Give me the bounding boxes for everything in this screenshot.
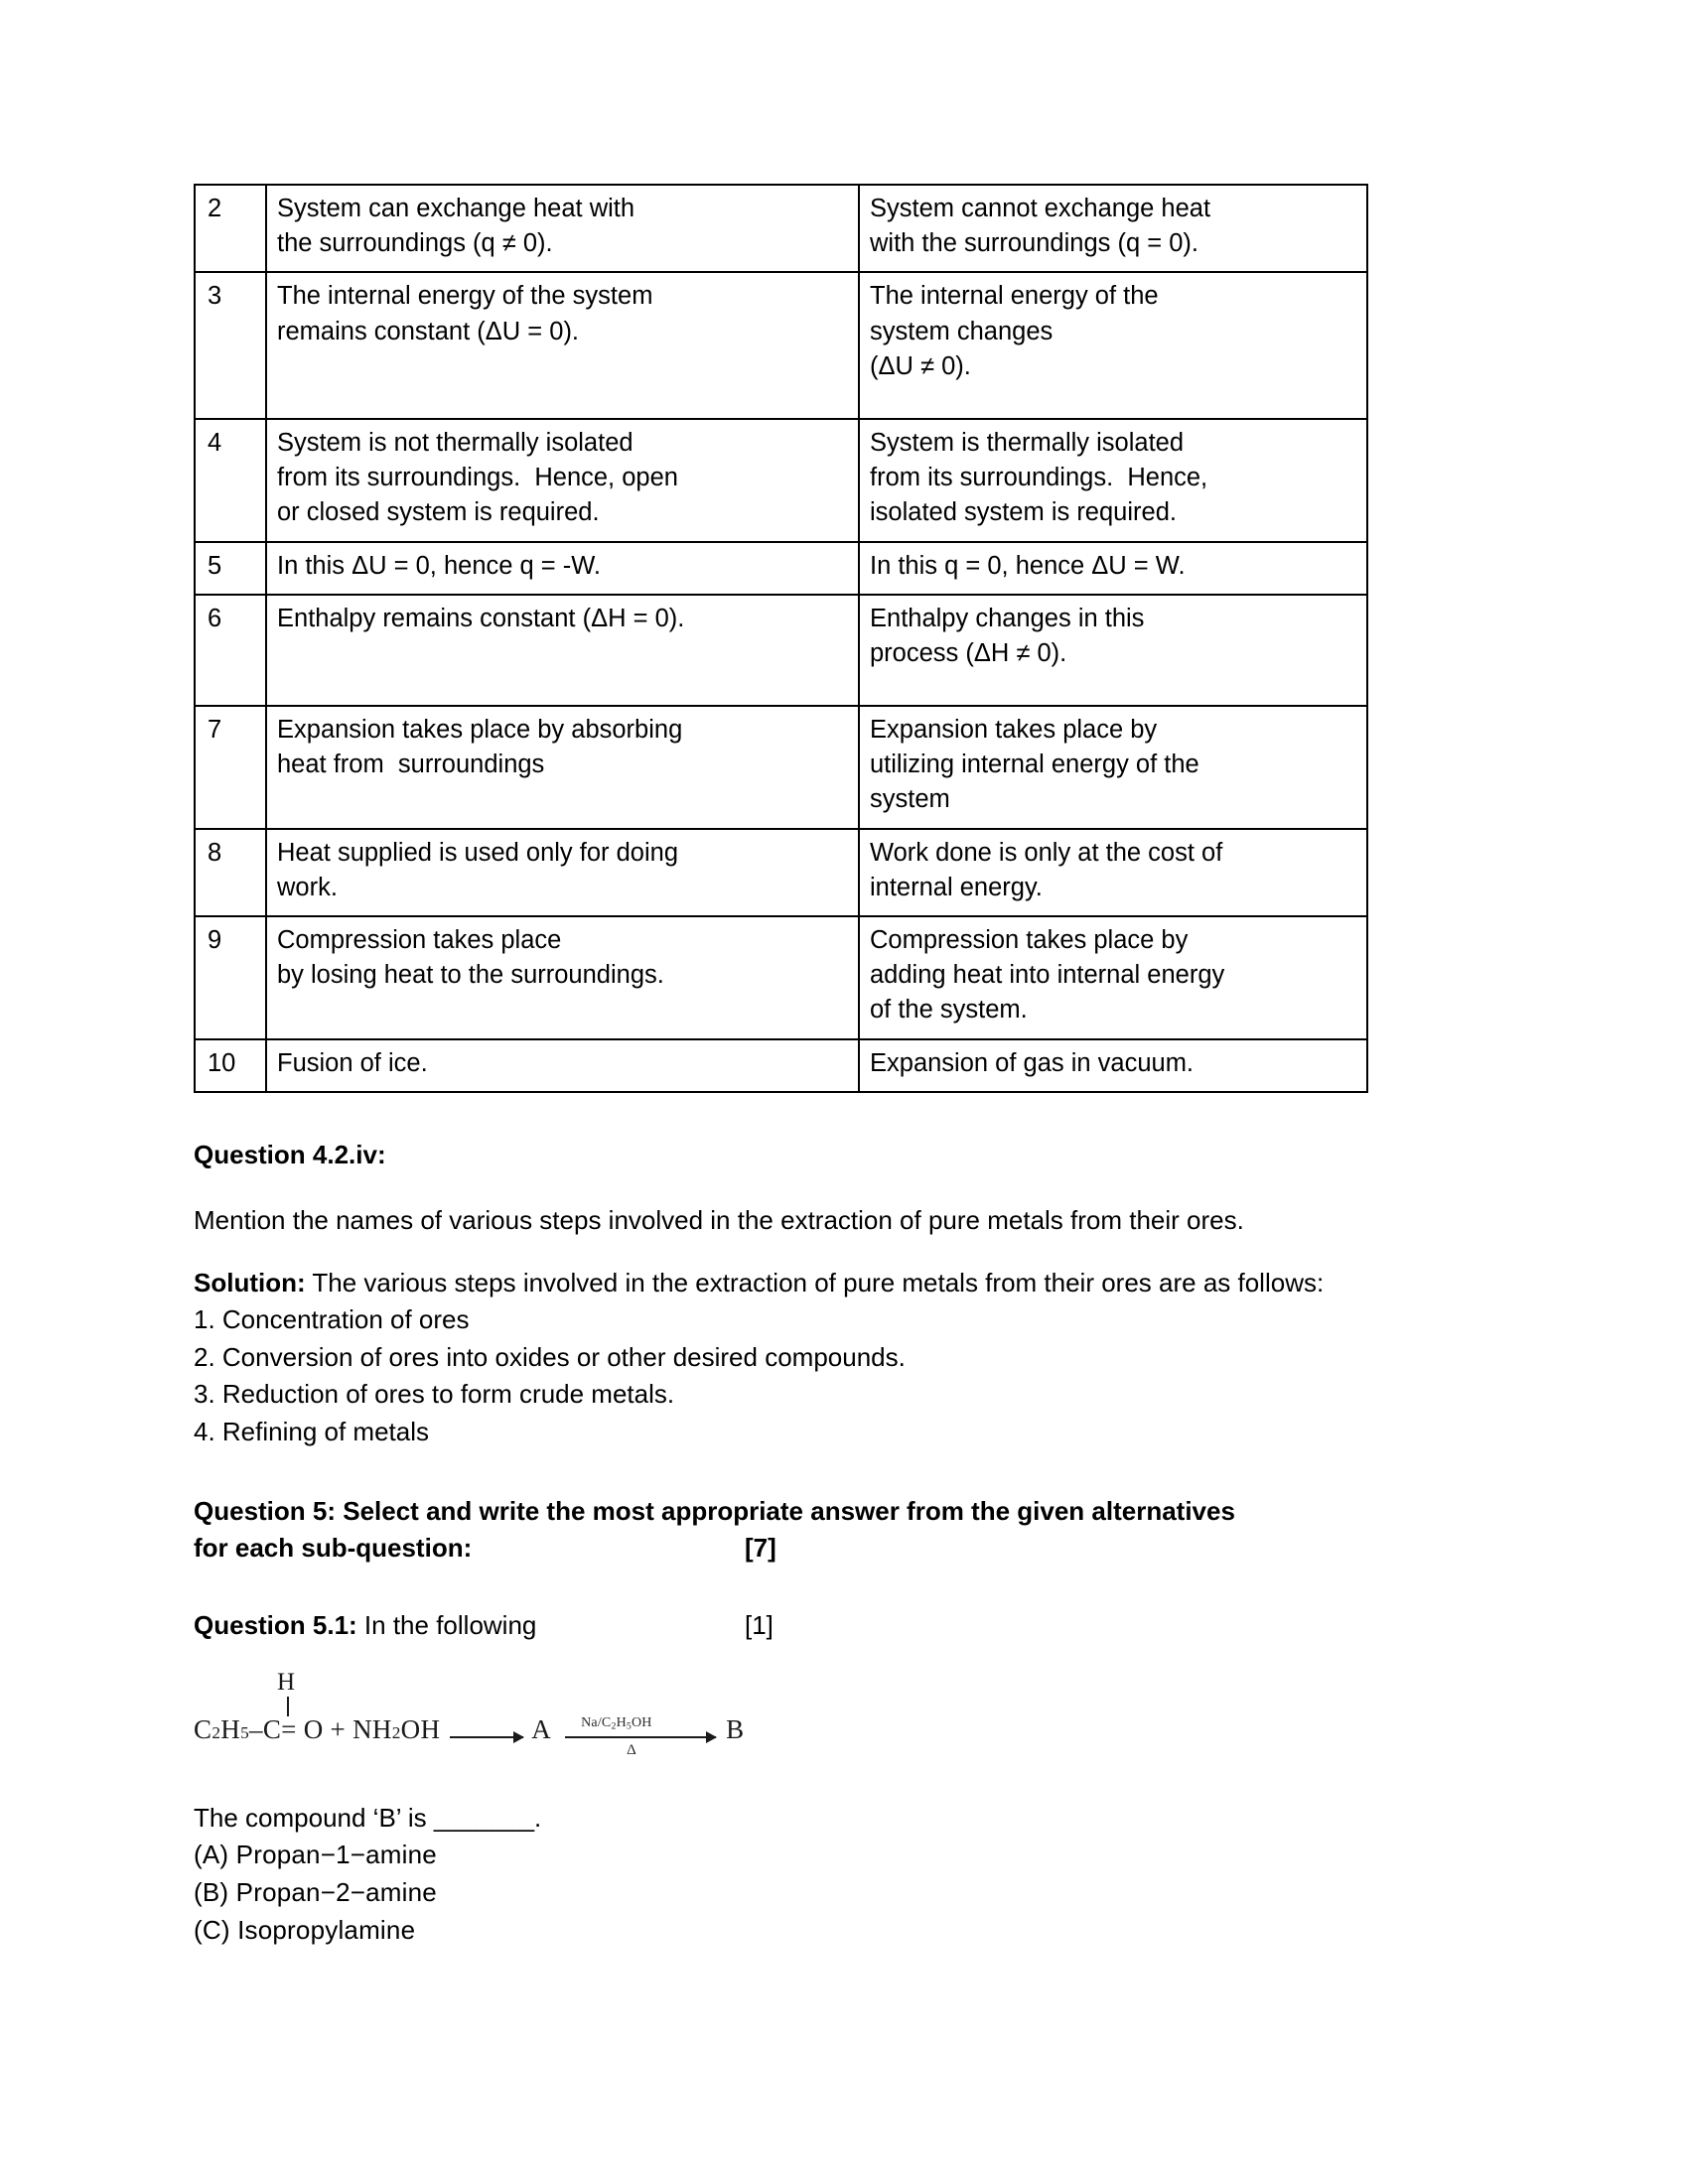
row-right-cell — [859, 272, 1367, 419]
equation-row — [194, 1713, 745, 1758]
list-item: 3. Reduction of ores to form crude metals. — [194, 1379, 675, 1410]
cell-line: of the system. — [870, 996, 1028, 1024]
cell-line: In this q = 0, hence ΔU = W. — [870, 551, 1186, 580]
bond-line-icon — [287, 1697, 289, 1716]
cell-line: internal energy. — [870, 873, 1043, 901]
cell-line: System can exchange heat with — [277, 195, 635, 222]
table-row — [195, 1039, 1367, 1092]
cell-line: with the surroundings (q = 0). — [870, 229, 1198, 258]
list-item: 1. Concentration of ores — [194, 1303, 470, 1334]
row-left-cell — [266, 829, 859, 916]
row-number: 8 — [195, 829, 266, 916]
cell-line: system changes — [870, 317, 1054, 345]
answer-options-list — [194, 1837, 1430, 1949]
table-row — [195, 595, 1367, 706]
cell-line: isolated system is required. — [870, 498, 1177, 527]
row-left-cell — [266, 542, 859, 595]
row-right-cell — [859, 829, 1367, 916]
bond-dash: – — [249, 1713, 263, 1744]
reagent-h: H — [616, 1714, 627, 1730]
cell-line: the surroundings (q ≠ 0). — [277, 229, 553, 258]
row-right-cell — [859, 185, 1367, 272]
reagent-oh: OH — [631, 1714, 652, 1730]
row-number: 4 — [195, 419, 266, 542]
cell-line: Expansion of gas in vacuum. — [870, 1048, 1195, 1077]
cell-line: process (ΔH ≠ 0). — [870, 638, 1067, 667]
table-body — [195, 185, 1367, 1092]
extraction-steps-list — [194, 1301, 1430, 1451]
reagent-na-c: Na/C — [581, 1714, 612, 1730]
cell-line: Enthalpy changes in this — [870, 604, 1145, 632]
isothermal-adiabatic-comparison-table — [194, 184, 1368, 1093]
cell-line: System is not thermally isolated — [277, 428, 633, 457]
question-4-2-iv-prompt: Mention the names of various steps involved in the extraction of pure metals from their ores. — [194, 1205, 1244, 1236]
cell-line: work. — [277, 873, 338, 901]
reaction-arrow-with-reagent — [565, 1714, 716, 1758]
row-right-cell — [859, 706, 1367, 829]
product-a-label: A — [531, 1713, 552, 1744]
carbonyl-and-reagent: = O + NH — [281, 1713, 392, 1744]
cell-line: Compression takes place by — [870, 926, 1189, 954]
cell-line: adding heat into internal energy — [870, 961, 1225, 990]
hydroxylamine-sub: 2 — [391, 1722, 401, 1742]
row-left-cell — [266, 419, 859, 542]
table-row — [195, 185, 1367, 272]
product-b-label: B — [726, 1713, 745, 1744]
cell-line: system — [870, 785, 950, 814]
ethyl-group-c-sub: 2 — [211, 1722, 221, 1742]
question-5-1-marks: [1] — [745, 1610, 774, 1641]
table-row — [195, 916, 1367, 1039]
cell-line: from its surroundings. Hence, — [870, 464, 1208, 492]
row-left-cell — [266, 185, 859, 272]
hydroxylamine-tail: OH — [400, 1713, 441, 1744]
option-a[interactable]: (A) Propan−1−amine — [194, 1840, 437, 1870]
table-row — [195, 829, 1367, 916]
question-5-heading-line1: Question 5: Select and write the most appropriate answer from the given alternatives — [194, 1495, 1235, 1526]
row-right-cell — [859, 595, 1367, 706]
reagent-label-above-arrow — [581, 1715, 652, 1732]
cell-line: In this ΔU = 0, hence q = -W. — [277, 551, 602, 580]
row-left-cell — [266, 706, 859, 829]
option-b[interactable]: (B) Propan−2−amine — [194, 1877, 437, 1908]
table-row — [195, 706, 1367, 829]
chemical-equation — [194, 1668, 1430, 1778]
row-left-cell — [266, 272, 859, 419]
cell-line: from its surroundings. Hence, open — [277, 464, 678, 492]
row-right-cell — [859, 1039, 1367, 1092]
table-row — [195, 542, 1367, 595]
cell-line: (ΔU ≠ 0). — [870, 351, 971, 380]
compound-b-question: The compound ‘B’ is _______. — [194, 1802, 542, 1833]
cell-line: or closed system is required. — [277, 498, 600, 527]
row-number: 5 — [195, 542, 266, 595]
table-row — [195, 419, 1367, 542]
row-left-cell — [266, 1039, 859, 1092]
carbonyl-carbon: C — [262, 1713, 282, 1744]
cell-line: utilizing internal energy of the — [870, 751, 1199, 779]
reagent-label-below-arrow: Δ — [627, 1741, 637, 1758]
cell-line: System cannot exchange heat — [870, 195, 1211, 222]
reaction-arrow-icon — [565, 1736, 716, 1738]
cell-line: The internal energy of the system — [277, 282, 653, 311]
question-5-marks: [7] — [745, 1533, 776, 1564]
question-5-heading-line2-wrap — [194, 1530, 1425, 1568]
row-right-cell — [859, 916, 1367, 1039]
question-4-2-iv-solution — [194, 1265, 1370, 1301]
cell-line: remains constant (ΔU = 0). — [277, 317, 580, 345]
list-item: 2. Conversion of ores into oxides or other desired compounds. — [194, 1341, 906, 1372]
question-5-1-line — [194, 1607, 1430, 1645]
cell-line: Heat supplied is used only for doing — [277, 838, 679, 867]
question-5-1-text: In the following — [356, 1610, 537, 1641]
cell-line: Expansion takes place by absorbing — [277, 716, 683, 745]
option-c[interactable]: (C) Isopropylamine — [194, 1914, 416, 1945]
reagent-sub-1: 2 — [611, 1720, 617, 1732]
question-5-heading — [194, 1493, 1425, 1568]
hydrogen-substituent-label: H — [277, 1668, 296, 1696]
row-number: 10 — [195, 1039, 266, 1092]
cell-line: Enthalpy remains constant (ΔH = 0). — [277, 604, 685, 632]
row-right-cell — [859, 419, 1367, 542]
cell-line: heat from surroundings — [277, 751, 545, 779]
row-number: 3 — [195, 272, 266, 419]
table-row — [195, 272, 1367, 419]
question-4-2-iv-heading: Question 4.2.iv: — [194, 1139, 386, 1169]
cell-line: System is thermally isolated — [870, 428, 1185, 457]
row-left-cell — [266, 595, 859, 706]
cell-line: Fusion of ice. — [277, 1048, 428, 1077]
list-item: 4. Refining of metals — [194, 1417, 430, 1447]
ethyl-group-c: C — [194, 1713, 212, 1744]
question-5-heading-line2: for each sub-question: — [194, 1533, 473, 1564]
cell-line: The internal energy of the — [870, 282, 1159, 311]
row-left-cell — [266, 916, 859, 1039]
question-5-1-label: Question 5.1: — [194, 1610, 357, 1641]
cell-line: Work done is only at the cost of — [870, 838, 1223, 867]
solution-label: Solution: — [194, 1268, 306, 1298]
row-number: 7 — [195, 706, 266, 829]
row-number: 9 — [195, 916, 266, 1039]
cell-line: Expansion takes place by — [870, 716, 1158, 745]
ethyl-group-h: H — [220, 1713, 241, 1744]
row-right-cell — [859, 542, 1367, 595]
solution-intro: The various steps involved in the extraction of pure metals from their ores are as follows: — [305, 1268, 1325, 1298]
cell-line: by losing heat to the surroundings. — [277, 961, 664, 990]
reagent-sub-2: 5 — [626, 1720, 632, 1732]
reaction-arrow-icon — [450, 1736, 523, 1738]
ethyl-group-h-sub: 5 — [240, 1722, 249, 1742]
cell-line: Compression takes place — [277, 926, 562, 954]
row-number: 2 — [195, 185, 266, 272]
row-number: 6 — [195, 595, 266, 706]
